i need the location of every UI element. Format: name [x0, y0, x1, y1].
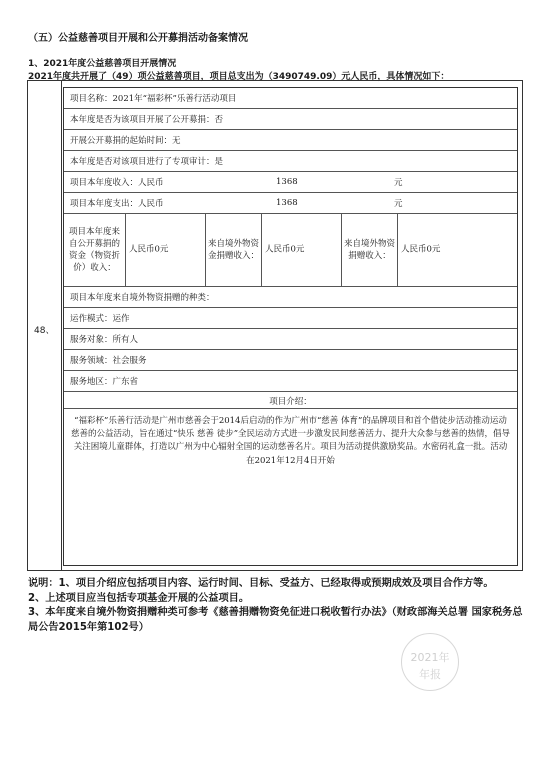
- stamp-year: 2021年: [410, 651, 450, 664]
- intro-heading-row: [64, 392, 517, 409]
- overseas-goods-value-cell: [398, 214, 517, 286]
- special-audit-row: [64, 151, 517, 172]
- note-1: 说明：1、项目介绍应包括项目内容、运行时间、目标、受益方、已经取得或预期成效及项目合作方等。: [28, 578, 494, 589]
- income-label: 项目本年度收入：人民币: [70, 178, 164, 188]
- funds-label-cell: [64, 214, 126, 286]
- service-target: 服务对象：所有人: [70, 335, 139, 345]
- public-fundraising-row: [64, 109, 517, 130]
- expense-unit: 元: [394, 199, 403, 209]
- intro-text: “福彩杯”乐善行活动是广州市慈善会于2014后启动的作为广州市“慈善 体育”的品牌项目和首个借徒步活动推动运动慈善的公益活动，旨在通过“快乐 慈善 徒步”全民运动方式进一步激发民间慈善活力、提升大众参与慈善的热情，倡导关注困境儿童群体，打造以广州为中心辐射全国的运动慈善名片。项目为活动提供激励奖品。水密码礼盒一批。活动在2021年12月4日开始: [70, 416, 511, 466]
- expense-label: 项目本年度支出：人民币: [70, 199, 164, 209]
- funds-source-row: [64, 214, 517, 287]
- operation-mode: 运作模式：运作: [70, 314, 130, 324]
- operation-mode-row: [64, 308, 517, 329]
- project-table: [27, 80, 523, 571]
- service-target-row: [64, 329, 517, 350]
- fundraising-start-row: [64, 130, 517, 151]
- row-number: 48、: [34, 326, 55, 336]
- funds-value-cell: [126, 214, 206, 286]
- funds-value: 人民币0元: [129, 244, 169, 255]
- funds-label: 项目本年度来自公开募捐的资金（物资折价）收入：: [68, 227, 120, 273]
- income-value: 1368: [276, 177, 298, 187]
- project-name-row: [64, 88, 517, 109]
- service-area-row: [64, 371, 517, 392]
- overseas-funds-value-cell: [262, 214, 342, 286]
- expense-row: [64, 193, 517, 214]
- overseas-goods-type-row: [64, 287, 517, 308]
- overseas-funds-value: 人民币0元: [265, 244, 305, 255]
- summary-line: 2021年度共开展了（49）项公益慈善项目，项目总支出为（3490749.09）元人民币，具体情况如下：: [28, 72, 450, 82]
- note-3: 3、本年度来自境外物资捐赠种类可参考《慈善捐赠物资免征进口税收暂行办法》（财政部海关总署 国家税务总局公告2015年第102号）: [28, 607, 523, 633]
- overseas-goods-label-cell: [342, 214, 398, 286]
- note-2: 2、上述项目应当包括专项基金开展的公益项目。: [28, 592, 250, 604]
- overseas-goods-value: 人民币0元: [401, 244, 441, 255]
- section-title: （五）公益慈善项目开展和公开募捐活动备案情况: [28, 33, 248, 44]
- project-name: 项目名称：2021年“福彩杯”乐善行活动项目: [70, 94, 237, 104]
- income-row: [64, 172, 517, 193]
- public-fundraising: 本年度是否为该项目开展了公开募捐：否: [70, 115, 224, 125]
- sub-title: 1、2021年度公益慈善项目开展情况: [28, 59, 177, 69]
- expense-value: 1368: [276, 198, 298, 208]
- project-detail-table: [63, 87, 518, 566]
- row-number-cell: [28, 81, 62, 570]
- overseas-goods-label: 来自境外物资捐赠收入：: [344, 239, 396, 261]
- stamp-label: 年报: [419, 668, 441, 681]
- overseas-funds-label-cell: [206, 214, 262, 286]
- service-area: 服务地区：广东省: [70, 377, 139, 387]
- service-field-row: [64, 350, 517, 371]
- fundraising-start: 开展公开募捐的起始时间：无: [70, 136, 181, 146]
- annual-report-stamp: [401, 633, 459, 691]
- intro-heading: 项目介绍：: [269, 397, 312, 407]
- income-unit: 元: [394, 178, 403, 188]
- overseas-goods-type: 项目本年度来自境外物资捐赠的种类：: [70, 293, 215, 303]
- overseas-funds-label: 来自境外物资金捐赠收入：: [208, 239, 260, 261]
- service-field: 服务领域：社会服务: [70, 356, 147, 366]
- special-audit: 本年度是否对该项目进行了专项审计：是: [70, 157, 224, 167]
- notes: [28, 577, 528, 635]
